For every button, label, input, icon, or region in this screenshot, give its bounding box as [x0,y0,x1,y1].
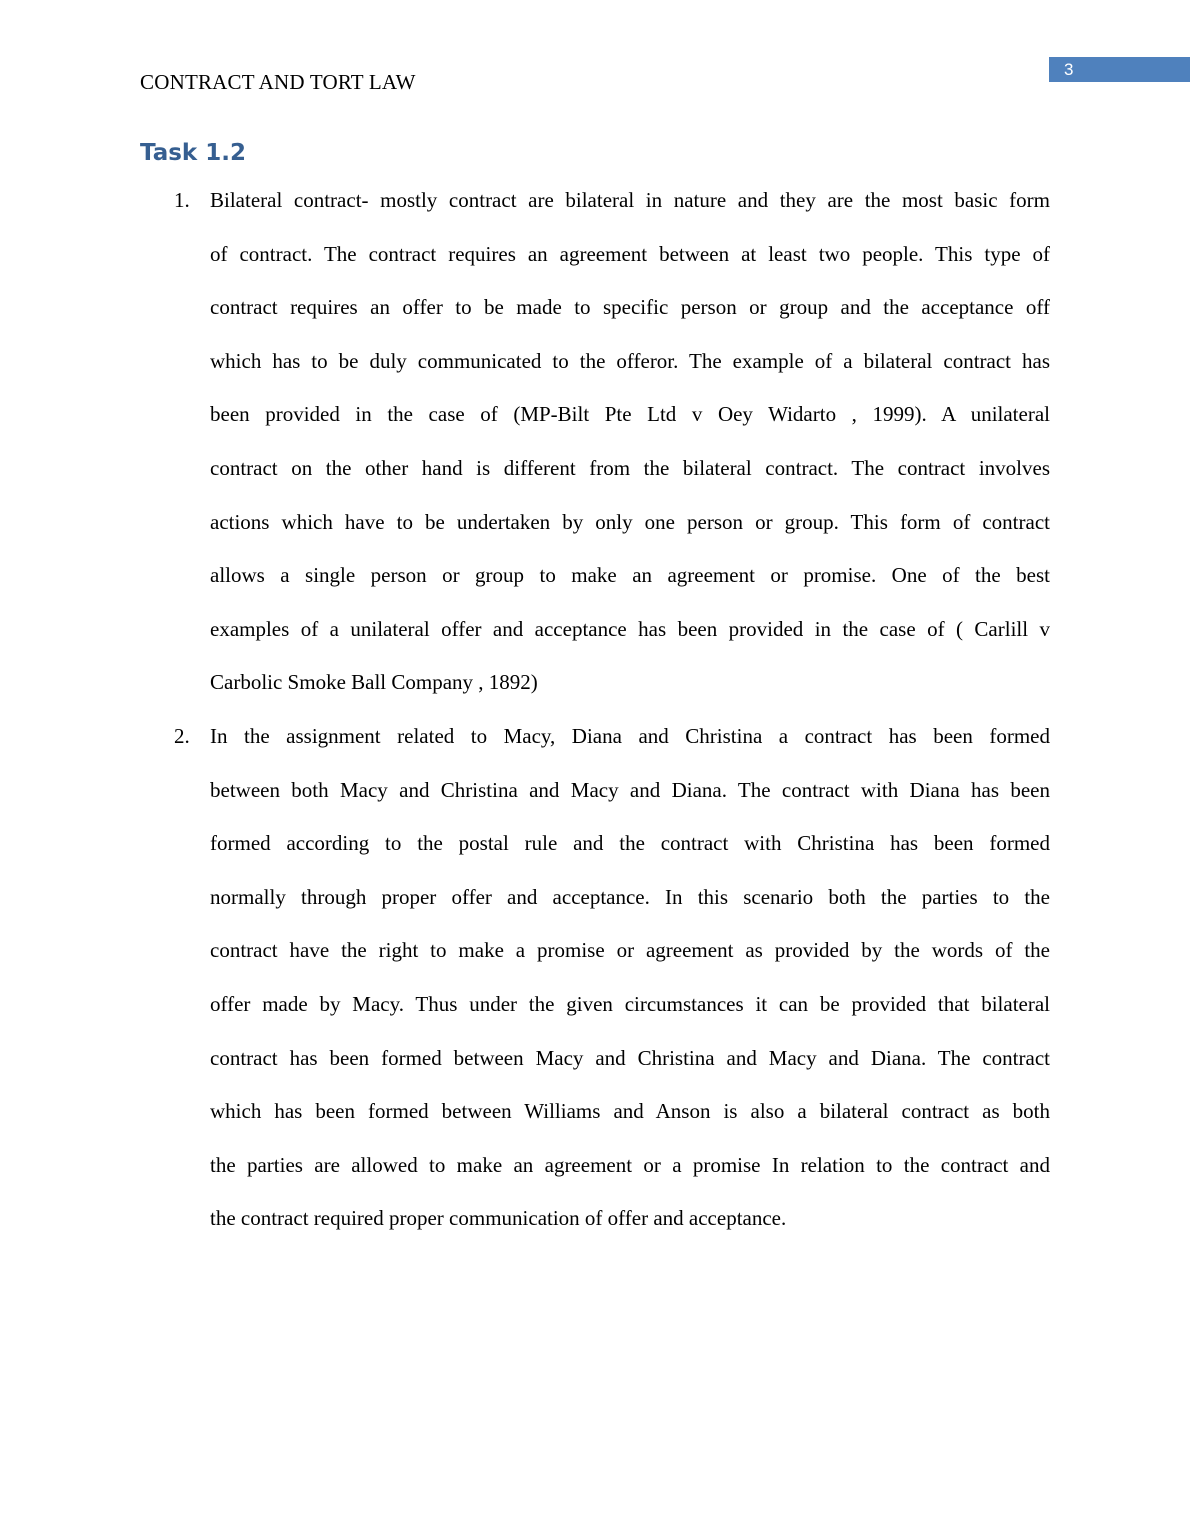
paragraph-line: Carbolic Smoke Ball Company , 1892) [210,670,538,695]
paragraph-line: the parties are allowed to make an agreement or a promise In relation to the contract and [210,1152,1050,1177]
list-number: 1. [174,188,190,212]
paragraph-line: normally through proper offer and acceptance. In this scenario both the parties to the [210,884,1050,909]
paragraph-line: allows a single person or group to make an agreement or promise. One of the best [210,563,1050,588]
list-item [140,174,1050,710]
paragraph-line: examples of a unilateral offer and acceptance has been provided in the case of ( Carlill v [210,616,1050,641]
paragraph-line: offer made by Macy. Thus under the given circumstances it can be provided that bilateral [210,991,1050,1016]
page-number-badge: 3 [1049,57,1190,82]
paragraph-line: Bilateral contract- mostly contract are bilateral in nature and they are the most basic form [210,188,1050,212]
paragraph-line: the contract required proper communication of offer and acceptance. [210,1206,787,1231]
numbered-list [140,174,1050,1246]
section-heading: Task 1.2 [140,140,246,166]
paragraph-line: been provided in the case of (MP-Bilt Pte Ltd v Oey Widarto , 1999). A unilateral [210,402,1050,427]
paragraph-line: contract has been formed between Macy and Christina and Macy and Diana. The contract [210,1045,1050,1070]
list-item [140,710,1050,1246]
paragraph-line: of contract. The contract requires an agreement between at least two people. This type of [210,241,1050,266]
paragraph-line: contract have the right to make a promise or agreement as provided by the words of the [210,938,1050,963]
running-header: CONTRACT AND TORT LAW [140,70,416,94]
paragraph-line: contract on the other hand is different from the bilateral contract. The contract involves [210,455,1050,480]
paragraph-line: actions which have to be undertaken by only one person or group. This form of contract [210,509,1050,534]
paragraph-line: formed according to the postal rule and the contract with Christina has been formed [210,831,1050,856]
paragraph-line: which has to be duly communicated to the offeror. The example of a bilateral contract has [210,348,1050,373]
paragraph-line: which has been formed between Williams and Anson is also a bilateral contract as both [210,1099,1050,1124]
list-number: 2. [174,723,190,748]
paragraph-line: In the assignment related to Macy, Diana and Christina a contract has been formed [210,723,1050,748]
paragraph-line: between both Macy and Christina and Macy and Diana. The contract with Diana has been [210,777,1050,802]
paragraph-line: contract requires an offer to be made to specific person or group and the acceptance off [210,295,1050,320]
